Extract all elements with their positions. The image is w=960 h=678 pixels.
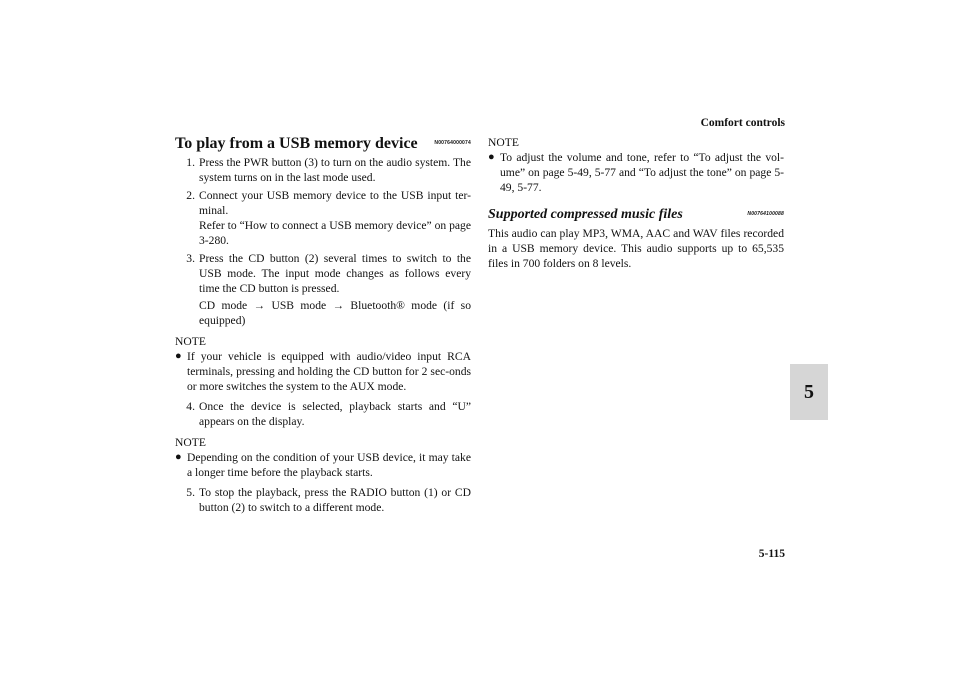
note-text: If your vehicle is equipped with audio/video input RCA terminals, pressing and holding the CD button for 2 sec-onds or more switches the system to the AUX mode. xyxy=(187,350,471,393)
note-label: NOTE xyxy=(175,436,206,449)
section-title: Comfort controls xyxy=(700,117,785,129)
note-item xyxy=(175,349,471,394)
note-label: NOTE xyxy=(488,136,519,149)
usb-heading-text: To play from a USB memory device xyxy=(175,135,418,152)
step-text: Press the CD button (2) several times to switch to the USB mode. The input mode changes as follows every time the CD button is pressed. xyxy=(199,252,471,295)
list-item xyxy=(175,399,471,429)
steps-list xyxy=(175,399,471,429)
bullet-icon: ● xyxy=(488,151,495,163)
usb-heading-code: N00764000074 xyxy=(434,140,471,146)
step-text: To stop the playback, press the RADIO button (1) or CD button (2) to switch to a different mode. xyxy=(199,486,471,514)
usb-heading xyxy=(175,135,471,153)
right-column xyxy=(488,135,784,271)
note-text: To adjust the volume and tone, refer to “To adjust the vol-ume” on page 5-49, 5-77 and “To adjust the tone” on page 5-49, 5-77. xyxy=(500,151,784,194)
chapter-tab: 5 xyxy=(790,364,828,420)
note-item xyxy=(175,450,471,480)
note-item xyxy=(488,150,784,195)
step-number: 3. xyxy=(186,252,195,265)
list-item xyxy=(175,251,471,328)
page-number: 5-115 xyxy=(758,548,785,560)
step-extra: CD mode → USB mode → Bluetooth® mode (if so equipped) xyxy=(199,299,471,327)
left-column xyxy=(175,135,471,518)
music-files-heading-text: Supported compressed music files xyxy=(488,207,683,222)
note-text: Depending on the condition of your USB device, it may take a longer time before the playback starts. xyxy=(187,451,471,479)
step-number: 4. xyxy=(186,400,195,413)
step-number: 2. xyxy=(186,189,195,202)
steps-list xyxy=(175,485,471,515)
step-text: Connect your USB memory device to the USB input ter-minal. xyxy=(199,189,471,217)
note-label: NOTE xyxy=(175,335,206,348)
step-number: 5. xyxy=(186,486,195,499)
list-item xyxy=(175,155,471,185)
step-extra: Refer to “How to connect a USB memory device” on page 3-280. xyxy=(199,219,471,247)
bullet-icon: ● xyxy=(175,350,182,362)
music-files-heading-code: N00764100088 xyxy=(747,211,784,217)
step-text: Once the device is selected, playback starts and “U” appears on the display. xyxy=(199,400,471,428)
music-files-paragraph: This audio can play MP3, WMA, AAC and WAV files recorded in a USB memory device. This audio supports up to 65,535 files in 700 folders on 8 levels. xyxy=(488,227,784,270)
bullet-icon: ● xyxy=(175,451,182,463)
steps-list xyxy=(175,155,471,328)
step-number: 1. xyxy=(186,156,195,169)
list-item xyxy=(175,485,471,515)
step-text: Press the PWR button (3) to turn on the audio system. The system turns on in the last mode used. xyxy=(199,156,471,184)
list-item xyxy=(175,188,471,248)
music-files-heading xyxy=(488,206,784,224)
